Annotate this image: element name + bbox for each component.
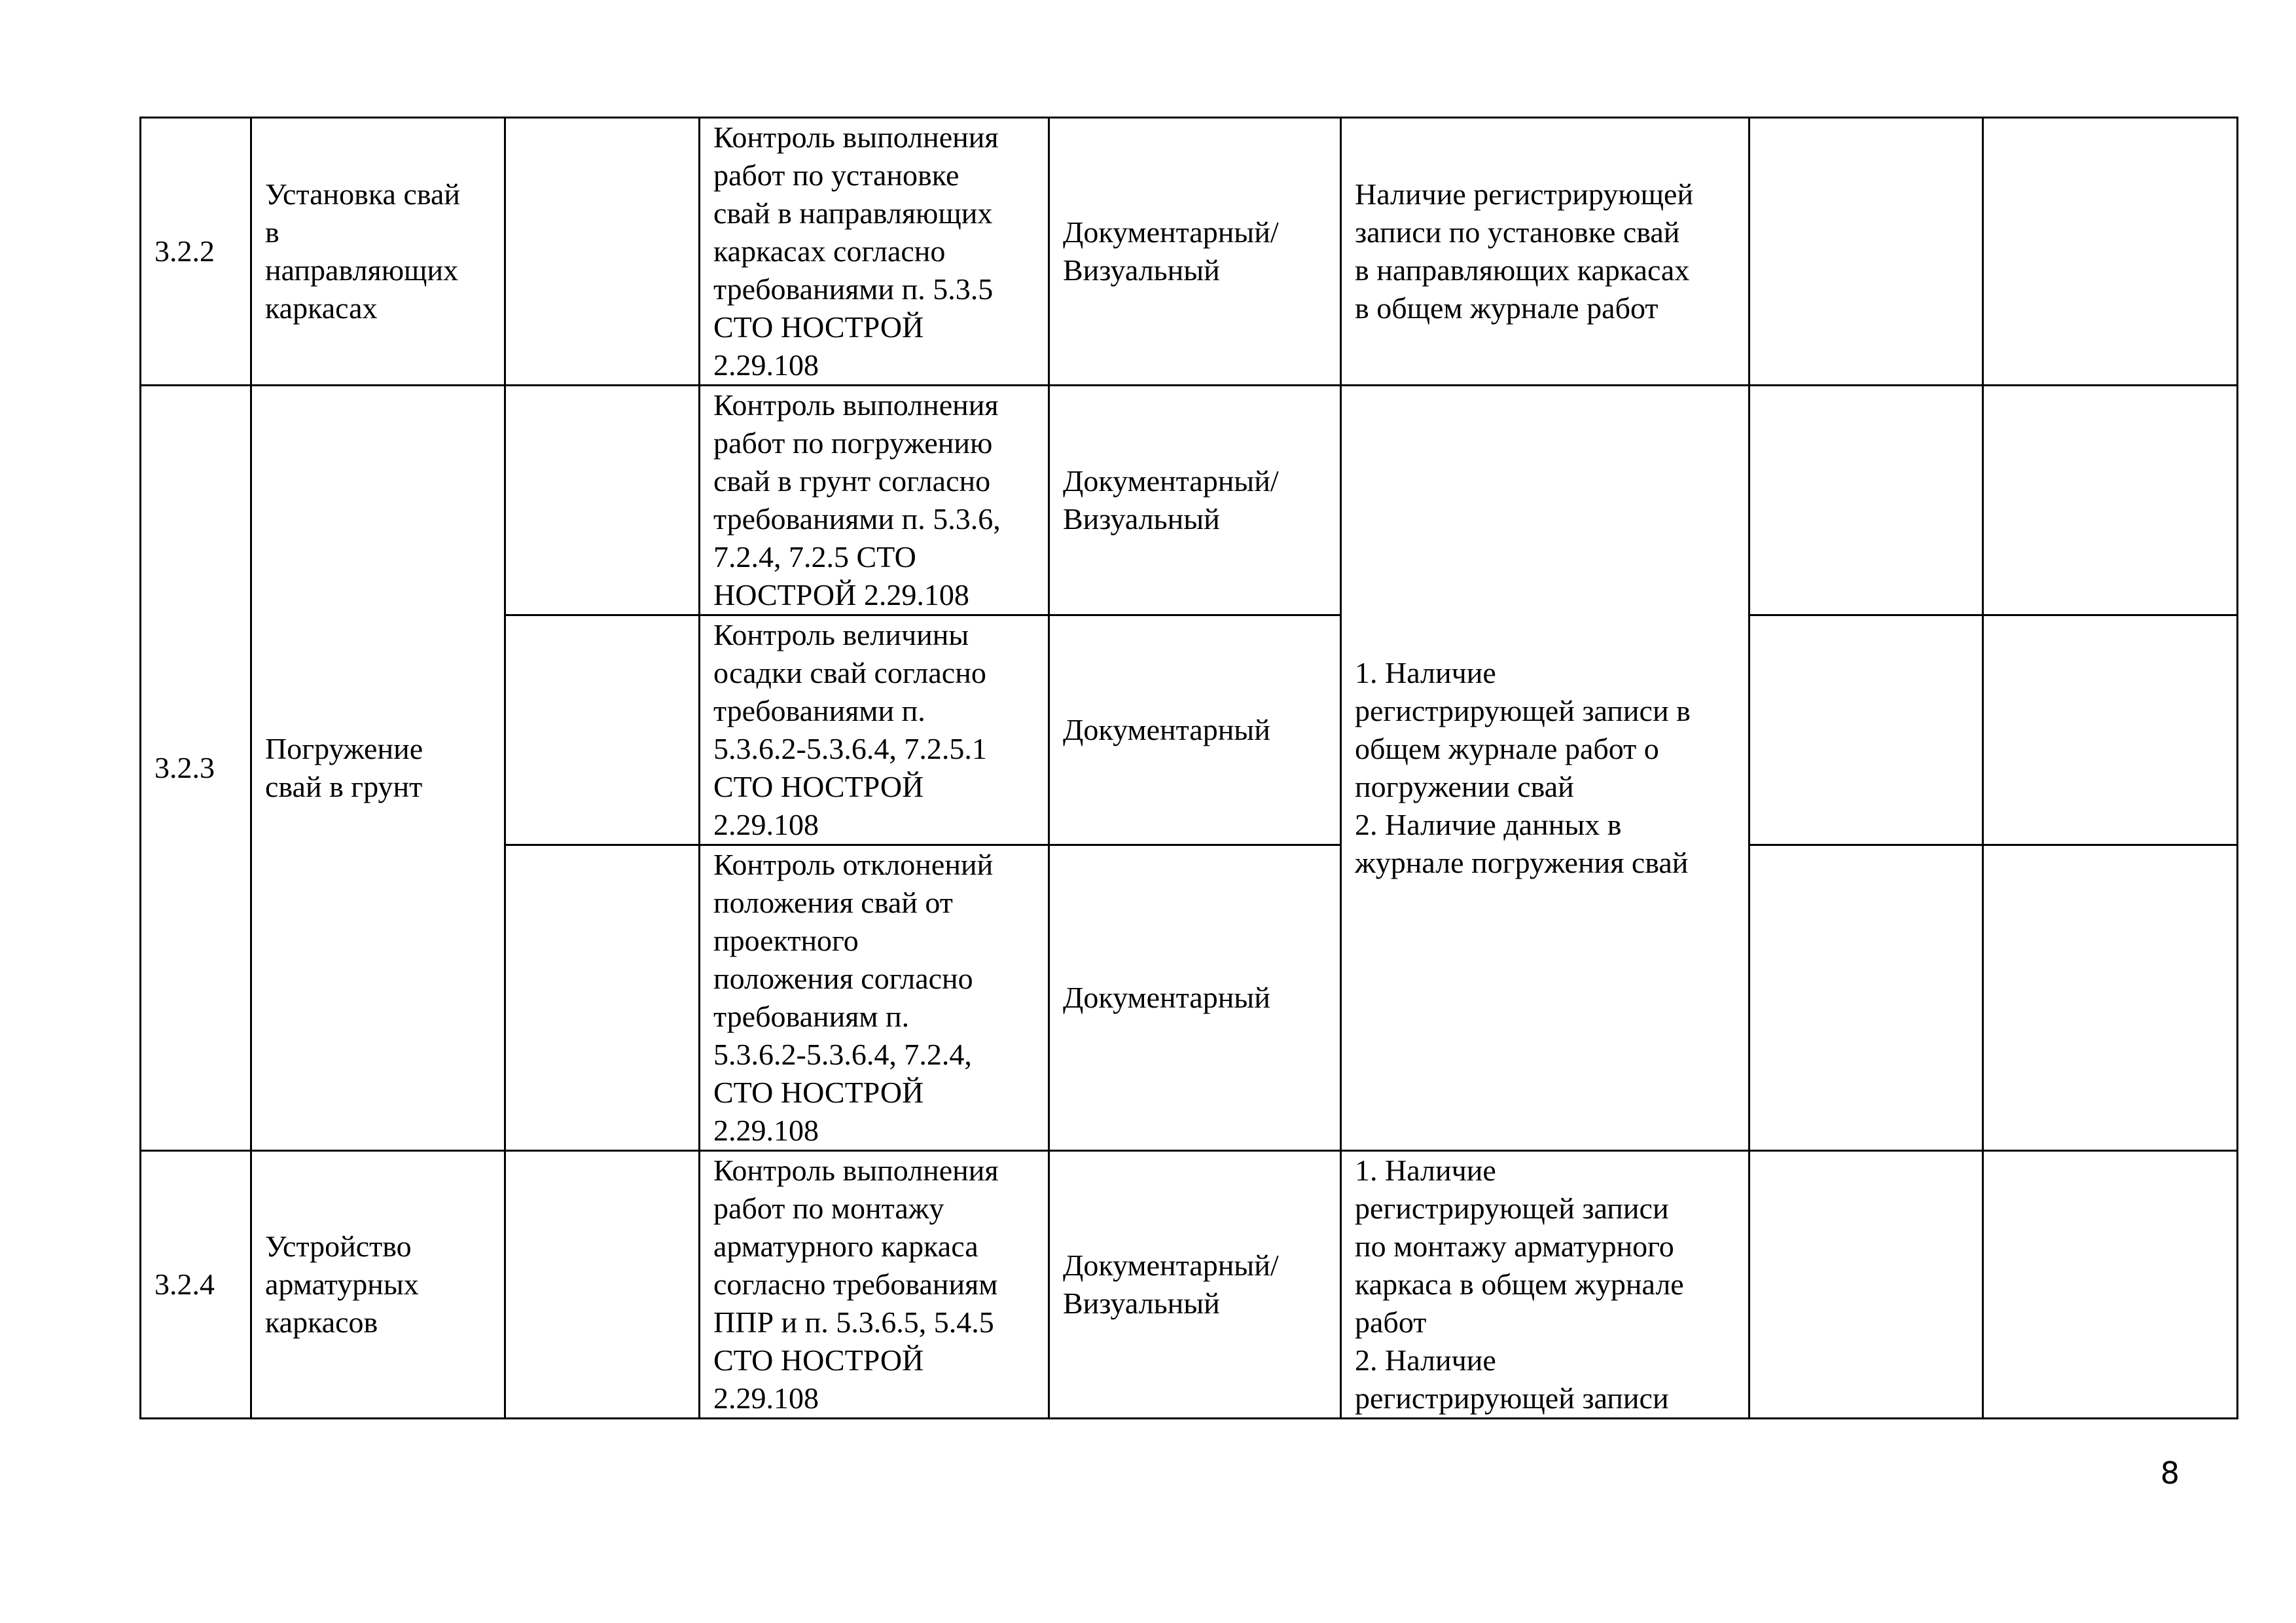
result-line: регистрирующей записи в xyxy=(1355,694,1691,727)
result-line: 1. Наличие xyxy=(1355,1154,1496,1187)
control-line: работ по монтажу xyxy=(713,1192,944,1225)
result-line: общем журнале работ о xyxy=(1355,732,1659,765)
empty-cell xyxy=(1749,386,1983,615)
control-line: 2.29.108 xyxy=(713,808,819,841)
control-line: арматурного каркаса xyxy=(713,1230,978,1263)
control-line: требованиями п. 5.3.6, xyxy=(713,502,1001,536)
control-line: положения согласно xyxy=(713,962,973,995)
method-line: Документарный/ xyxy=(1063,1249,1279,1282)
control-method-cell xyxy=(1049,845,1341,1151)
result-line: каркаса в общем журнале xyxy=(1355,1267,1684,1301)
control-line: требованиям п. xyxy=(713,1000,910,1033)
control-line: 5.3.6.2-5.3.6.4, 7.2.5.1 xyxy=(713,732,987,765)
result-cell xyxy=(1341,118,1749,386)
control-line: Контроль величины xyxy=(713,618,969,651)
work-name-line: каркасов xyxy=(265,1305,378,1339)
empty-cell xyxy=(1749,1151,1983,1419)
control-line: согласно требованиям xyxy=(713,1267,998,1301)
control-line: 2.29.108 xyxy=(713,1381,819,1415)
method-line: Документарный/ xyxy=(1063,215,1279,249)
empty-cell xyxy=(505,386,700,615)
empty-cell xyxy=(1749,845,1983,1151)
control-line: осадки свай согласно xyxy=(713,656,986,689)
item-number-cell xyxy=(141,118,251,386)
result-line: 2. Наличие xyxy=(1355,1343,1496,1377)
item-number: 3.2.2 xyxy=(154,234,215,268)
result-line: работ xyxy=(1355,1305,1427,1339)
control-line: Контроль выполнения xyxy=(713,120,999,154)
control-line: работ по установке xyxy=(713,158,960,192)
item-number: 3.2.4 xyxy=(154,1267,215,1301)
empty-cell xyxy=(1983,386,2238,615)
control-line: СТО НОСТРОЙ xyxy=(713,1076,924,1109)
work-name-line: Установка свай xyxy=(265,177,461,211)
control-line: 2.29.108 xyxy=(713,348,819,382)
control-line: СТО НОСТРОЙ xyxy=(713,770,924,803)
control-method-cell xyxy=(1049,386,1341,615)
table-row xyxy=(141,1151,2238,1419)
empty-cell xyxy=(505,845,700,1151)
result-cell xyxy=(1341,386,1749,1151)
control-line: проектного xyxy=(713,924,859,957)
control-line: требованиями п. xyxy=(713,694,925,727)
empty-cell xyxy=(505,118,700,386)
control-line: СТО НОСТРОЙ xyxy=(713,310,924,344)
work-name-cell xyxy=(251,118,505,386)
control-method-cell xyxy=(1049,615,1341,845)
result-line: регистрирующей записи xyxy=(1355,1381,1669,1415)
item-number-cell xyxy=(141,1151,251,1419)
empty-cell xyxy=(1983,118,2238,386)
inspection-table xyxy=(139,117,2238,1419)
result-cell xyxy=(1341,1151,1749,1419)
work-name-cell xyxy=(251,386,505,1151)
result-line: Наличие регистрирующей xyxy=(1355,177,1694,211)
control-line: Контроль отклонений xyxy=(713,848,994,881)
empty-cell xyxy=(1983,615,2238,845)
control-criteria-cell xyxy=(700,845,1049,1151)
work-name-line: в xyxy=(265,215,279,249)
control-line: 2.29.108 xyxy=(713,1114,819,1147)
result-line: по монтажу арматурного xyxy=(1355,1230,1674,1263)
result-line: журнале погружения свай xyxy=(1355,846,1689,879)
control-line: работ по погружению xyxy=(713,426,993,460)
page-number: 8 xyxy=(2160,1455,2179,1491)
result-line: регистрирующей записи xyxy=(1355,1192,1669,1225)
work-name-line: каркасах xyxy=(265,291,378,325)
result-line: 2. Наличие данных в xyxy=(1355,808,1622,841)
control-line: СТО НОСТРОЙ xyxy=(713,1343,924,1377)
empty-cell xyxy=(1749,118,1983,386)
item-number-cell xyxy=(141,386,251,1151)
table-row xyxy=(141,386,2238,615)
control-line: 5.3.6.2-5.3.6.4, 7.2.4, xyxy=(713,1038,972,1071)
result-line: погружении свай xyxy=(1355,770,1574,803)
method-line: Документарный xyxy=(1063,981,1270,1014)
control-criteria-cell xyxy=(700,615,1049,845)
control-method-cell xyxy=(1049,118,1341,386)
method-line: Визуальный xyxy=(1063,253,1220,287)
control-line: 7.2.4, 7.2.5 СТО xyxy=(713,540,916,574)
control-line: НОСТРОЙ 2.29.108 xyxy=(713,578,969,611)
method-line: Документарный/ xyxy=(1063,464,1279,498)
method-line: Документарный xyxy=(1063,713,1270,746)
control-line: Контроль выполнения xyxy=(713,388,999,422)
control-line: Контроль выполнения xyxy=(713,1154,999,1187)
empty-cell xyxy=(1983,1151,2238,1419)
control-line: каркасах согласно xyxy=(713,234,946,268)
control-criteria-cell xyxy=(700,1151,1049,1419)
control-line: свай в направляющих xyxy=(713,196,993,230)
result-line: записи по установке свай xyxy=(1355,215,1680,249)
control-line: требованиями п. 5.3.5 xyxy=(713,272,994,306)
control-line: свай в грунт согласно xyxy=(713,464,991,498)
control-criteria-cell xyxy=(700,118,1049,386)
method-line: Визуальный xyxy=(1063,1286,1220,1320)
control-method-cell xyxy=(1049,1151,1341,1419)
work-name-line: направляющих xyxy=(265,253,459,287)
control-line: ППР и п. 5.3.6.5, 5.4.5 xyxy=(713,1305,994,1339)
empty-cell xyxy=(505,615,700,845)
control-criteria-cell xyxy=(700,386,1049,615)
result-line: в общем журнале работ xyxy=(1355,291,1659,325)
method-line: Визуальный xyxy=(1063,502,1220,536)
result-line: в направляющих каркасах xyxy=(1355,253,1690,287)
empty-cell xyxy=(1983,845,2238,1151)
empty-cell xyxy=(1749,615,1983,845)
work-name-line: Устройство xyxy=(265,1230,412,1263)
control-line: положения свай от xyxy=(713,886,953,919)
work-name-cell xyxy=(251,1151,505,1419)
item-number: 3.2.3 xyxy=(154,751,215,784)
table-row xyxy=(141,118,2238,386)
empty-cell xyxy=(505,1151,700,1419)
work-name-line: свай в грунт xyxy=(265,770,423,803)
work-name-line: Погружение xyxy=(265,732,423,765)
work-name-line: арматурных xyxy=(265,1267,419,1301)
result-line: 1. Наличие xyxy=(1355,656,1496,689)
